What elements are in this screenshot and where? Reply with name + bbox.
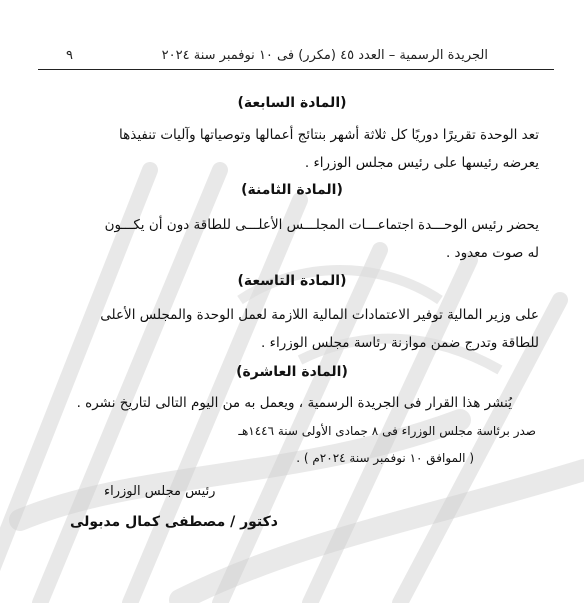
issued-line-2: ( الموافق ١٠ نوفمبر سنة ٢٠٢٤م ) . [296,451,474,465]
article-9-heading: (المادة التاسعة) [237,273,347,289]
article-8-heading: (المادة الثامنة) [241,182,343,198]
article-8-line-2: له صوت معدود . [445,245,539,261]
page-number: ٩ [66,48,73,63]
header-divider [38,69,554,70]
article-9-line-1: على وزير المالية توفير الاعتمادات المالية اللازمة لعمل الوحدة والمجلس الأعلى [100,307,539,323]
article-8-line-1: يحضر رئيس الوحـــدة اجتماعـــات المجلـــس الأعلـــى للطاقة دون أن يكـــون [104,217,539,233]
article-10-heading: (المادة العاشرة) [236,364,348,380]
article-7-heading: (المادة السابعة) [237,95,347,111]
article-7-line-1: تعد الوحدة تقريرًا دوريًا كل ثلاثة أشهر بنتائج أعمالها وتوصياتها وآليات تنفيذها [119,127,539,143]
issued-line-1: صدر برئاسة مجلس الوزراء فى ٨ جمادى الأولى سنة ١٤٤٦هـ [238,424,536,438]
signature-name: دكتور / مصطفى كمال مدبولى [70,514,278,530]
article-7-line-2: يعرضه رئيسها على رئيس مجلس الوزراء . [304,155,539,171]
signature-title: رئيس مجلس الوزراء [104,484,216,499]
article-9-line-2: للطاقة وتدرج ضمن موازنة رئاسة مجلس الوزراء . [261,335,539,351]
article-10-line-1: يُنشر هذا القرار فى الجريدة الرسمية ، ويعمل به من اليوم التالى لتاريخ نشره . [76,395,512,411]
gazette-header-title: الجريدة الرسمية – العدد ٤٥ (مكرر) فى ١٠ نوفمبر سنة ٢٠٢٤ [161,48,488,63]
